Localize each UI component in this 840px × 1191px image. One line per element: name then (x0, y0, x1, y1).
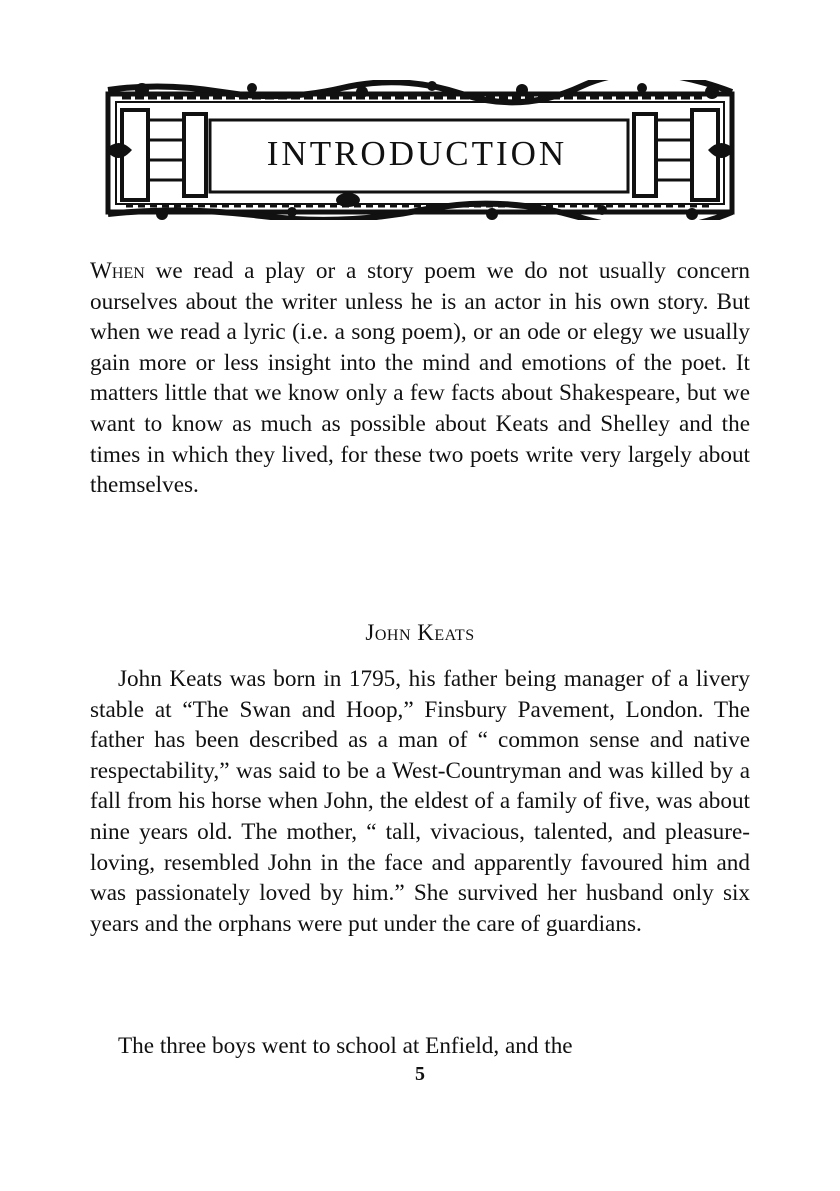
chapter-title: INTRODUCTION (266, 134, 568, 173)
keats-biography-paragraph: John Keats was born in 1795, his father being manager of a livery stable at “The Swan and Hoop,” Finsbury Pavement, London. The father has been described as a man of “ common sense and native respectability,” was said to be a West-Countryman and was killed by a fall from his horse when John, the eldest of a family of five, was about nine years old. The mother, “ tall, vivacious, talented, and pleasure-loving, resembled John in the face and apparently favoured him and was passionately loved by him.” She survived her husband only six years and the orphans were put under the care of guardians. (90, 666, 750, 937)
intro-paragraph (90, 256, 750, 501)
page-number: 5 (415, 1063, 425, 1085)
section-heading: John Keats (365, 620, 475, 645)
intro-lead-word: When (90, 258, 145, 284)
schooling-paragraph: The three boys went to school at Enfield, and the (118, 1033, 573, 1059)
intro-paragraph-text: we read a play or a story poem we do not usually concern ourselves about the writer unless he is an actor in his own story. But when we read a lyric (i.e. a song poem), or an ode or elegy we usually gain more or less insight into the mind and emotions of the poet. It matters little that we know only a few facts about Shakespeare, but we want to know as much as possible about Keats and Shelley and the times in which they lived, for these two poets write very largely about themselves. (90, 258, 750, 499)
